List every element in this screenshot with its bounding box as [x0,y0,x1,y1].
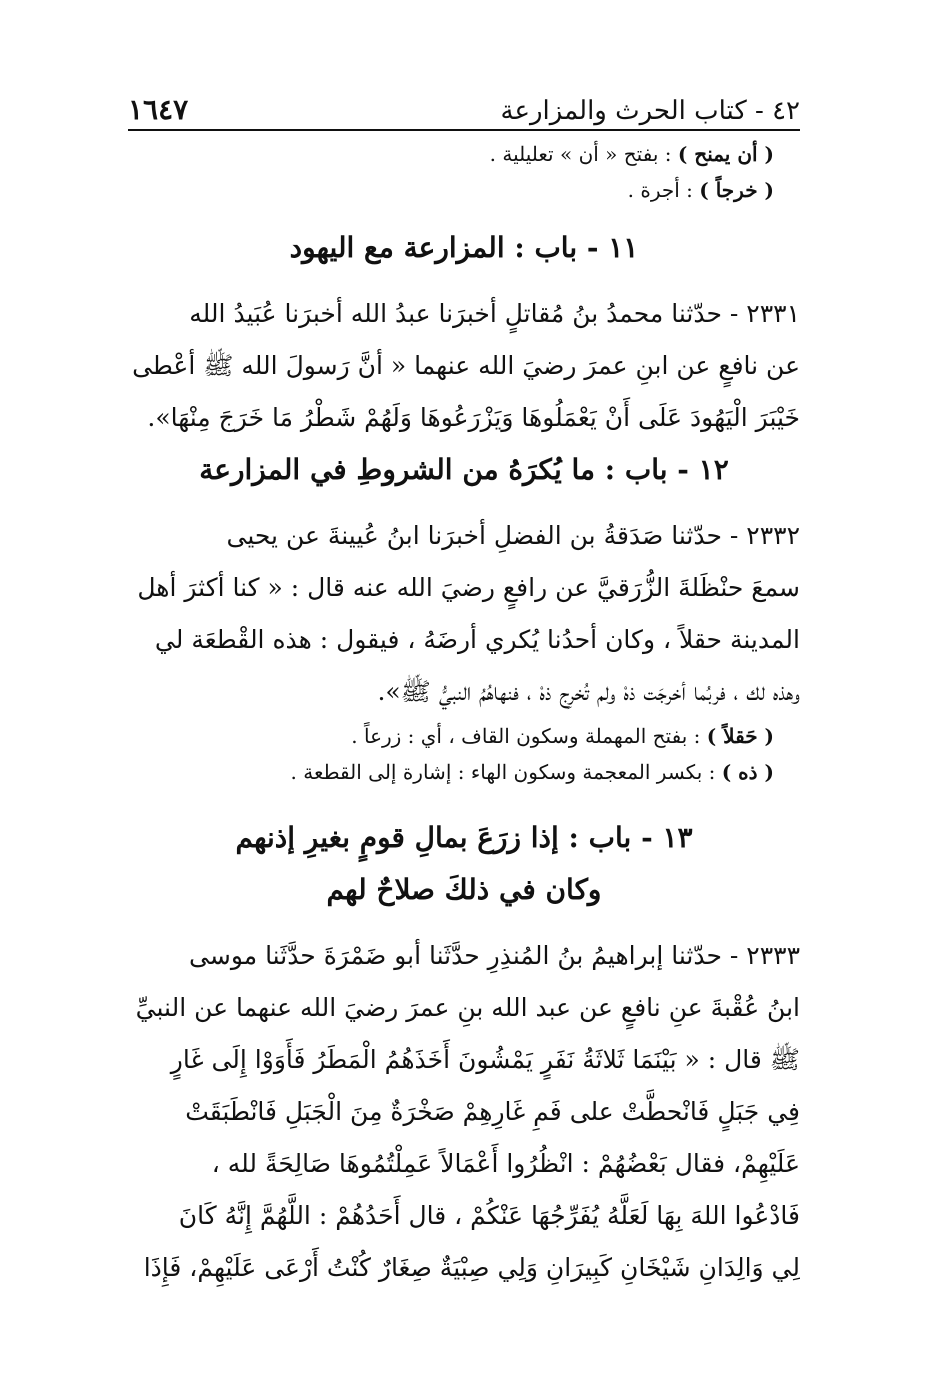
footnote-term: ( أن يمنح ) [677,142,774,166]
hadith-line: سمعَ حنْظَلةَ الزُّرَقيَّ عن رافعٍ رضيَ الله عنه قال : « كنا أكثرَ أهل [137,573,800,602]
footnote-term: ( حَقلاً ) [706,724,774,748]
footnote [128,718,800,754]
footnote-text: : بفتح « أن » تعليلية . [489,142,678,166]
footnote [128,136,800,172]
page-content [128,136,800,1294]
hadith-line: وهذه لك ، فربُما أخرجَت ذهْ ولم تُخرِج ذهْ ، فنهاهُمُ النبيُّ ﷺ». [377,677,800,706]
footnote-text: : بكسر المعجمة وسكون الهاء : إشارة إلى القطعة . [290,760,722,784]
header-rule [128,129,800,131]
footnote [128,754,800,790]
footnote-term: ( خرجاً ) [699,178,774,202]
hadith-line: فَادْعُوا اللهَ بِهَا لَعَلَّهُ يُفَرِّجُهَا عَنْكُمْ ، قال أَحَدُهُمْ : اللَّهُمَّ إِنَّهُ كَانَ [178,1201,800,1230]
bab-12-heading: ١٢ - باب : ما يُكرَهُ من الشروطِ في المزارعة [199,453,729,486]
hadith-line: خَيْبَرَ الْيَهُودَ عَلَى أَنْ يَعْمَلُوهَا وَيَزْرَعُوهَا وَلَهُمْ شَطْرُ مَا خَرَجَ مِنْهَا». [147,403,800,432]
page-number: ١٦٤٧ [128,93,189,126]
chapter-title: ٤٢ - كتاب الحرث والمزارعة [500,96,800,126]
hadith-line: لِي وَالِدَانِ شَيْخَانِ كَبِيرَانِ وَلِي صِبْيَةٌ صِغَارٌ كُنْتُ أَرْعَى عَلَيْهِمْ، فَإِذَا [143,1253,800,1282]
footnote-text: : بفتح المهملة وسكون القاف ، أي : زرعاً . [351,724,707,748]
hadith-line: ابنُ عُقْبةَ عنِ نافعٍ عن عبد الله بنِ عمرَ رضيَ الله عنهما عن النبيِّ [135,993,800,1022]
hadith-line: عَلَيْهِمْ، فقال بَعْضُهُمْ : انْظُرُوا أَعْمَالاً عَمِلْتُمُوهَا صَالِحَةً لله ، [211,1149,800,1178]
hadith-2333 [128,930,800,1294]
bab-13-heading: ١٣ - باب : إذا زرَعَ بمالِ قومٍ بغيرِ إذنهم [235,821,693,854]
footnote-term: ( ذه ) [721,760,774,784]
hadith-line: ٢٣٣٣ - حدّثنا إبراهيمُ بنُ المُنذِرِ حدَّثَنا أبو ضَمْرَةَ حدَّثَنا موسى [189,941,800,970]
page-header [128,78,800,126]
bab-13-heading-line2: وكان في ذلكَ صلاحٌ لهم [326,873,602,906]
hadith-line: ﷺ قال : « بَيْنَمَا ثَلاثَةُ نَفَرٍ يَمْشُونَ أَخَذَهُمُ الْمَطَرُ فَأَوَوْا إِلَى غَارٍ [170,1045,800,1074]
hadith-line: عن نافعٍ عن ابنِ عمرَ رضيَ الله عنهما « أنَّ رَسولَ الله ﷺ أعْطى [132,351,800,380]
hadith-2331 [128,288,800,444]
hadith-2332 [128,510,800,718]
hadith-line: المدينة حقلاً ، وكان أحدُنا يُكري أرضَهُ ، فيقول : هذه القْطعَة لي [154,625,800,654]
hadith-line: ٢٣٣١ - حدّثنا محمدُ بنُ مُقاتلٍ أخبرَنا عبدُ الله أخبرَنا عُبَيدُ الله [189,299,800,328]
footnote-text: : أجرة . [627,178,700,202]
footnote [128,172,800,208]
hadith-line: ٢٣٣٢ - حدّثنا صَدَقةُ بن الفضلِ أخبرَنا ابنُ عُيينةَ عن يحيى [226,521,800,550]
bab-11-heading: ١١ - باب : المزارعة مع اليهود [289,231,639,264]
hadith-line: فِي جَبَلٍ فَانْحطَّتْ على فَمِ غَارِهِمْ صَخْرَةٌ مِنَ الْجَبَلِ فَانْطَبَقَتْ [185,1097,800,1126]
